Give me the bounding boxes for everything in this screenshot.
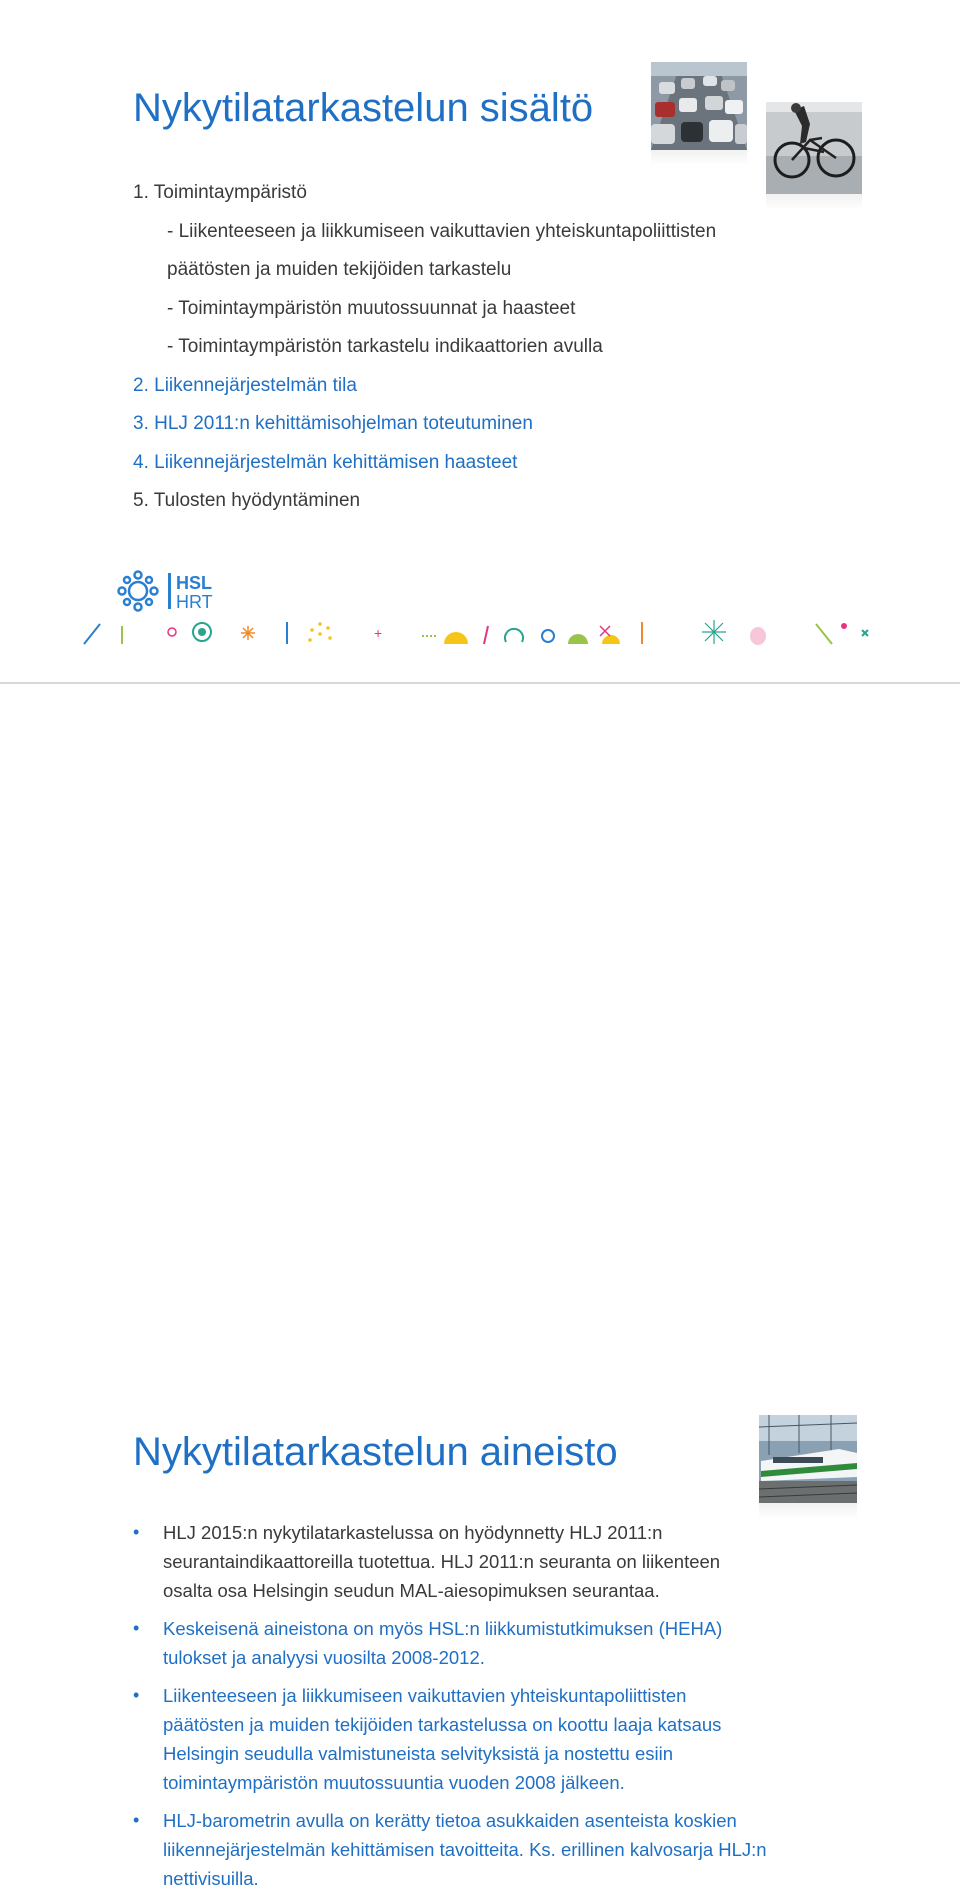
slide-contents — [0, 0, 960, 682]
logo-line1: HSL — [176, 573, 212, 593]
hsl-logo — [116, 567, 226, 615]
slide1-title: Nykytilatarkastelun sisältö — [133, 86, 594, 130]
contents-subitem: - Toimintaympäristön tarkastelu indikaattorien avulla — [167, 336, 603, 357]
bullet-line: seurantaindikaattoreilla tuotettua. HLJ 2011:n seuranta on liikenteen — [163, 1551, 721, 1572]
bullet-line: tulokset ja analyysi vuosilta 2008-2012. — [163, 1647, 485, 1668]
bullet-line: toimintaympäristön muutossuuntia vuoden 2008 jälkeen. — [163, 1772, 625, 1793]
contents-item: 4. Liikennejärjestelmän kehittämisen haasteet — [133, 451, 518, 473]
bullet-icon: • — [133, 1810, 140, 1830]
contents-item: 5. Tulosten hyödyntäminen — [133, 490, 361, 511]
bullet-icon: • — [133, 1618, 140, 1638]
train-photo — [759, 1415, 857, 1503]
bicycle-photo — [766, 102, 862, 194]
bullet-icon: • — [133, 1685, 140, 1705]
bullet-line: Liikenteeseen ja liikkumiseen vaikuttavien yhteiskuntapoliittisten — [163, 1685, 687, 1706]
bullet-line: päätösten ja muiden tekijöiden tarkastelussa on koottu laaja katsaus — [163, 1714, 722, 1735]
contents-item: 1. Toimintaympäristö — [133, 182, 307, 203]
contents-subitem: - Liikenteeseen ja liikkumiseen vaikuttavien yhteiskuntapoliittisten — [167, 220, 717, 242]
bullet-line: Helsingin seudulla valmistuneista selvityksistä ja nostettu esiin — [163, 1743, 674, 1764]
slide2-title: Nykytilatarkastelun aineisto — [133, 1430, 618, 1474]
bullet-line: liikennejärjestelmän kehittämisen tavoitteita. Ks. erillinen kalvosarja HLJ:n — [163, 1839, 767, 1860]
contents-list — [133, 174, 716, 521]
contents-subitem: päätösten ja muiden tekijöiden tarkastelu — [167, 259, 512, 280]
bullet-line: Keskeisenä aineistona on myös HSL:n liikkumistutkimuksen (HEHA) — [163, 1618, 723, 1639]
sources-list — [133, 1518, 833, 1902]
contents-item: 3. HLJ 2011:n kehittämisohjelman toteutuminen — [133, 413, 533, 434]
bullet-line: nettivisuilla. — [163, 1868, 259, 1889]
bullet-icon: • — [133, 1522, 140, 1542]
hsl-logo-icon — [116, 567, 226, 615]
contents-subitem: - Toimintaympäristön muutossuunnat ja haasteet — [167, 297, 576, 319]
bullet-item — [133, 1614, 833, 1672]
bullet-item — [133, 1518, 833, 1605]
decorative-border — [82, 612, 872, 646]
logo-line2: HRT — [176, 592, 213, 612]
svg-text:+: + — [374, 625, 383, 641]
bullet-line: HLJ-barometrin avulla on kerätty tietoa asukkaiden asenteista koskien — [163, 1810, 737, 1831]
slide-sources — [0, 684, 960, 1889]
contents-item: 2. Liikennejärjestelmän tila — [133, 374, 357, 396]
bullet-line: osalta osa Helsingin seudun MAL-aiesopimuksen seurantaa. — [163, 1580, 660, 1601]
bullet-item — [133, 1681, 833, 1797]
bullet-line: HLJ 2015:n nykytilatarkastelussa on hyödynnetty HLJ 2011:n — [163, 1522, 663, 1543]
traffic-photo — [651, 62, 747, 150]
bullet-item — [133, 1806, 833, 1893]
